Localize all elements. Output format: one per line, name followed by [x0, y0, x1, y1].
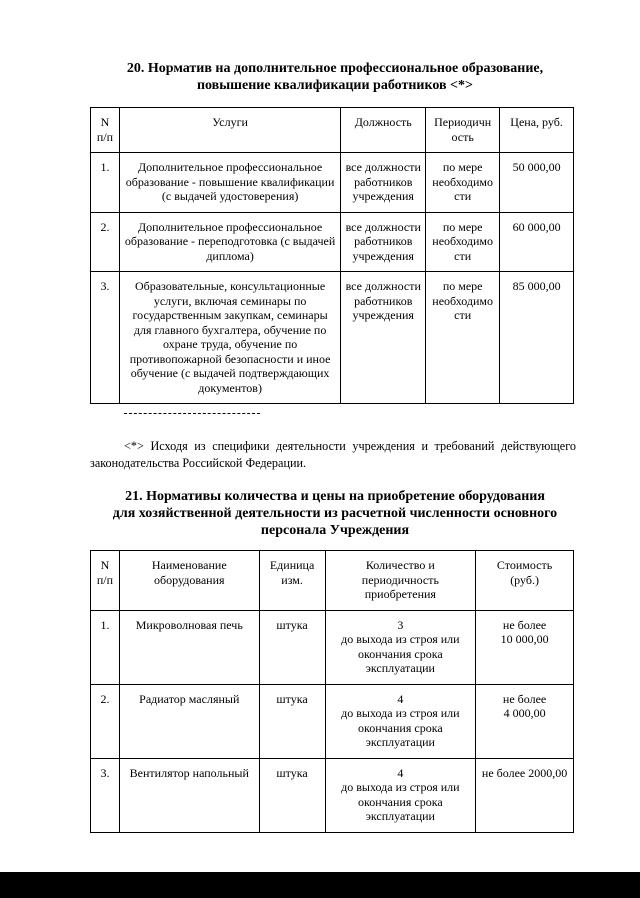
row-equipment-name: Радиатор масляный — [119, 684, 259, 758]
row-price: 50 000,00 — [500, 153, 574, 213]
row-num: 3. — [91, 272, 120, 404]
row-service: Образовательные, консультационные услуги, включая семинары по государственным закупкам, семинары для главного бухгалтера, обучение по охране труда, обучение по противопожарной безопасности и иное обучение (с выдачей подтверждающих документов) — [119, 272, 340, 404]
col-header-num: N п/п — [91, 108, 120, 153]
row-quantity — [325, 684, 476, 758]
row-period: по мере необходимо сти — [426, 212, 500, 272]
table-row — [91, 684, 574, 758]
row-position: все должности работников учреждения — [341, 153, 426, 213]
col-header-price: Цена, руб. — [500, 108, 574, 153]
table-row — [91, 153, 574, 213]
row-num: 2. — [91, 212, 120, 272]
row-unit: штука — [259, 684, 325, 758]
quantity-value: 4 — [397, 691, 404, 706]
row-equipment-name: Вентилятор напольный — [119, 758, 259, 832]
col-header-position: Должность — [341, 108, 426, 153]
row-quantity — [325, 610, 476, 684]
row-service: Дополнительное профессиональное образование - переподготовка (с выдачей диплома) — [119, 212, 340, 272]
table-header-row — [91, 551, 574, 611]
row-unit: штука — [259, 758, 325, 832]
col-header-num: N п/п — [91, 551, 120, 611]
quantity-period: до выхода из строя или окончания срока эксплуатации — [341, 632, 460, 675]
row-quantity — [325, 758, 476, 832]
quantity-period: до выхода из строя или окончания срока эксплуатации — [341, 706, 460, 749]
col-header-period: Периодичн ость — [426, 108, 500, 153]
scan-bottom-edge — [0, 872, 640, 898]
table-row — [91, 610, 574, 684]
col-header-qty: Количество и периодичность приобретения — [325, 551, 476, 611]
table-row — [91, 758, 574, 832]
training-norm-table — [90, 107, 574, 404]
row-num: 2. — [91, 684, 120, 758]
row-position: все должности работников учреждения — [341, 212, 426, 272]
row-cost: не более 2000,00 — [476, 758, 574, 832]
section-21-title-line3: персонала Учреждения — [260, 523, 410, 538]
col-header-name: Наименование оборудования — [119, 551, 259, 611]
section-21-title-line2: для хозяйственной деятельности из расчетной численности основного — [112, 506, 558, 521]
table-header-row — [91, 108, 574, 153]
row-price: 85 000,00 — [500, 272, 574, 404]
section-20-title — [90, 60, 580, 94]
row-position: все должности работников учреждения — [341, 272, 426, 404]
row-num: 3. — [91, 758, 120, 832]
row-equipment-name: Микроволновая печь — [119, 610, 259, 684]
table-row — [91, 272, 574, 404]
table-row — [91, 212, 574, 272]
footnote-divider — [124, 413, 260, 414]
col-header-service: Услуги — [119, 108, 340, 153]
row-period: по мере необходимо сти — [426, 153, 500, 213]
section-21-title — [90, 488, 580, 539]
quantity-period: до выхода из строя или окончания срока эксплуатации — [341, 780, 460, 823]
section-20-title-line1: 20. Норматив на дополнительное профессиональное образование, — [126, 61, 544, 76]
quantity-value: 4 — [397, 765, 404, 780]
section-21-title-line1: 21. Нормативы количества и цены на приобретение оборудования — [125, 489, 545, 504]
quantity-value: 3 — [397, 617, 404, 632]
col-header-cost: Стоимость (руб.) — [476, 551, 574, 611]
row-unit: штука — [259, 610, 325, 684]
row-service: Дополнительное профессиональное образование - повышение квалификации (с выдачей удостоверения) — [119, 153, 340, 213]
row-num: 1. — [91, 153, 120, 213]
row-cost: не более 10 000,00 — [476, 610, 574, 684]
row-num: 1. — [91, 610, 120, 684]
row-cost: не более 4 000,00 — [476, 684, 574, 758]
col-header-unit: Единица изм. — [259, 551, 325, 611]
row-period: по мере необходимо сти — [426, 272, 500, 404]
equipment-norm-table — [90, 550, 574, 833]
footnote-text: <*> Исходя из специфики деятельности учреждения и требований действующего законодательства Российской Федерации. — [90, 439, 576, 470]
row-price: 60 000,00 — [500, 212, 574, 272]
section-20-title-line2: повышение квалификации работников <*> — [196, 78, 474, 93]
